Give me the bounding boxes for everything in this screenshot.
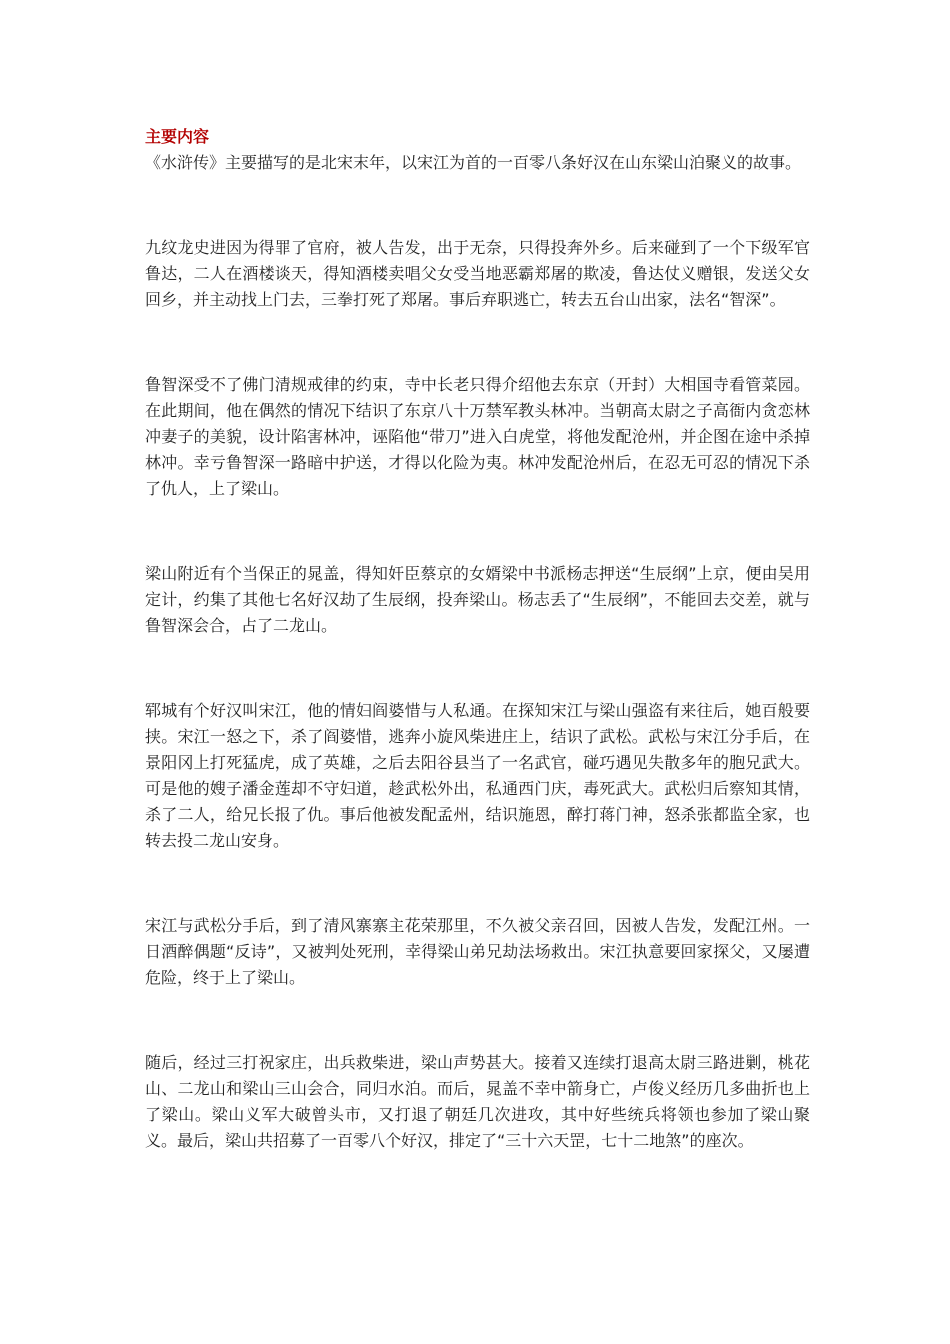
document-body (145, 124, 810, 1154)
section-heading: 主要内容 (145, 127, 210, 146)
paragraph-lin-chong: 鲁智深受不了佛门清规戒律的约束，寺中长老只得介绍他去东京（开封）大相国寺看管菜园。在此期间，他在偶然的情况下结识了东京八十万禁军教头林冲。当朝高太尉之子高衙内贪恋林冲妻子的美貌，设计陷害林冲，诬陷他“带刀”进入白虎堂，将他发配沧州，并企图在途中杀掉林冲。幸亏鲁智深一路暗中护送，才得以化险为夷。林冲发配沧州后，在忍无可忍的情况下杀了仇人，上了梁山。 (145, 375, 810, 498)
paragraph-shi-jin-lu-da: 九纹龙史进因为得罪了官府，被人告发，出于无奈，只得投奔外乡。后来碰到了一个下级军官鲁达，二人在酒楼谈天，得知酒楼卖唱父女受当地恶霸郑屠的欺凌，鲁达仗义赠银，发送父女回乡，并主动找上门去，三拳打死了郑屠。事后弃职逃亡，转去五台山出家，法名“智深”。 (145, 238, 810, 309)
paragraph-liangshan-gathering: 随后，经过三打祝家庄，出兵救柴进，梁山声势甚大。接着又连续打退高太尉三路进剿，桃花山、二龙山和梁山三山会合，同归水泊。而后，晁盖不幸中箭身亡，卢俊义经历几多曲折也上了梁山。梁山义军大破曾头市，又打退了朝廷几次进攻，其中好些统兵将领也参加了梁山聚义。最后，梁山共招募了一百零八个好汉，排定了“三十六天罡，七十二地煞”的座次。 (145, 1053, 810, 1150)
intro-paragraph: 《水浒传》主要描写的是北宋末年，以宋江为首的一百零八条好汉在山东梁山泊聚义的故事。 (145, 153, 802, 172)
paragraph-song-jiang-wu-song: 郓城有个好汉叫宋江，他的情妇阎婆惜与人私通。在探知宋江与梁山强盗有来往后，她百般要挟。宋江一怒之下，杀了阎婆惜，逃奔小旋风柴进庄上，结识了武松。武松与宋江分手后，在景阳冈上打死猛虎，成了英雄，之后去阳谷县当了一名武官，碰巧遇见失散多年的胞兄武大。可是他的嫂子潘金莲却不守妇道，趁武松外出，私通西门庆，毒死武大。武松归后察知其情，杀了二人，给兄长报了仇。事后他被发配孟州，结识施恩，醉打蒋门神，怒杀张都监全家，也转去投二龙山安身。 (145, 701, 810, 850)
paragraph-chao-gai: 梁山附近有个当保正的晁盖，得知奸臣蔡京的女婿梁中书派杨志押送“生辰纲”上京，便由吴用定计，约集了其他七名好汉劫了生辰纲，投奔梁山。杨志丢了“生辰纲”，不能回去交差，就与鲁智深会合，占了二龙山。 (145, 564, 810, 635)
paragraph-song-jiang-jiangzhou: 宋江与武松分手后，到了清风寨寨主花荣那里，不久被父亲召回，因被人告发，发配江州。一日酒醉偶题“反诗”，又被判处死刑，幸得梁山弟兄劫法场救出。宋江执意要回家探父，又屡遭危险，终于上了梁山。 (145, 916, 810, 987)
